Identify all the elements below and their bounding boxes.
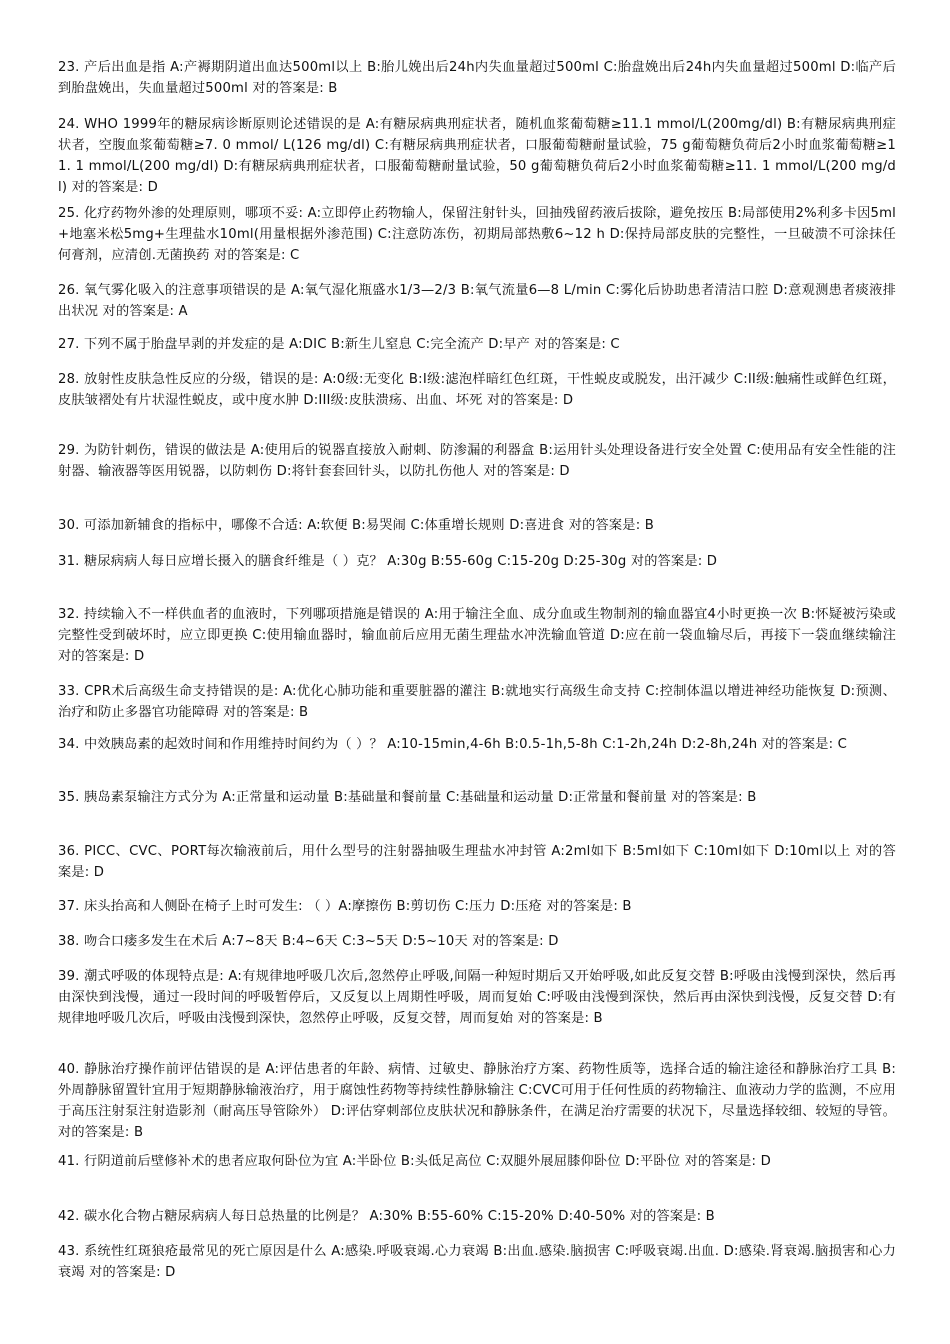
question-33: 33. CPR术后高级生命支持错误的是: A:优化心肺功能和重要脏器的灌注 B:就地实行高级生命支持 C:控制体温以增进神经功能恢复 D:预测、治疗和防止多器官功能障碍 对的答案是: B xyxy=(58,684,896,720)
question-39: 39. 潮式呼吸的体现特点是: A:有规律地呼吸几次后,忽然停止呼吸,间隔一种短时期后又开始呼吸,如此反复交替 B:呼吸由浅慢到深快，然后再由深快到浅慢，通过一段时间的呼吸暂停后，又反复以上周期性呼吸，周而复始 C:呼吸由浅慢到深快，然后再由深快到浅慢，反复交替 D:有规律地呼吸几次后，呼吸由浅慢到深快，忽然停止呼吸，反复交替，周而复始 对的答案是: B xyxy=(58,969,896,1026)
question-25: 25. 化疗药物外渗的处理原则，哪项不妥: A:立即停止药物输人，保留注射针头，回抽残留药液后拔除，避免按压 B:局部使用2%利多卡因5ml+地塞米松5mg+生理盐水10ml(用量根据外渗范围) C:注意防冻伤，初期局部热敷6~12 h D:保持局部皮肤的完整性，一旦破溃不可涂抹任何膏剂，应清创.无菌换药 对的答案是: C xyxy=(58,206,896,263)
question-27: 27. 下列不属于胎盘早剥的并发症的是 A:DIC B:新生儿窒息 C:完全流产 D:早产 对的答案是: C xyxy=(58,337,620,352)
question-43: 43. 系统性红斑狼疮最常见的死亡原因是什么 A:感染.呼吸衰竭.心力衰竭 B:出血.感染.脑损害 C:呼吸衰竭.出血. D:感染.肾衰竭.脑损害和心力衰竭 对的答案是: D xyxy=(58,1244,896,1280)
question-31: 31. 糖尿病病人每日应增长摄入的膳食纤维是（ ）克？ A:30g B:55-60g C:15-20g D:25-30g 对的答案是: D xyxy=(58,554,718,569)
question-41: 41. 行阴道前后壁修补术的患者应取何卧位为宜 A:半卧位 B:头低足高位 C:双腿外展屈膝仰卧位 D:平卧位 对的答案是: D xyxy=(58,1154,771,1169)
question-37: 37. 床头抬高和人侧卧在椅子上时可发生: （ ）A:摩擦伤 B:剪切伤 C:压力 D:压疮 对的答案是: B xyxy=(58,899,632,914)
question-35: 35. 胰岛素泵输注方式分为 A:正常量和运动量 B:基础量和餐前量 C:基础量和运动量 D:正常量和餐前量 对的答案是: B xyxy=(58,790,757,805)
question-29: 29. 为防针刺伤，错误的做法是 A:使用后的锐器直接放入耐刺、防渗漏的利器盒 B:运用针头处理设备进行安全处置 C:使用品有安全性能的注射器、输液器等医用锐器，以防刺伤 D:将针套套回针头，以防扎伤他人 对的答案是: D xyxy=(58,443,896,479)
question-24: 24. WHO 1999年的糖尿病诊断原则论述错误的是 A:有糖尿病典刑症状者，随机血浆葡萄糖≥11.1 mmol/L(200mg/dl) B:有糖尿病典刑症状者，空腹血浆葡萄糖≥7. 0 mmol/ L(126 mg/dl) C:有糖尿病典刑症状者，口服葡萄糖耐量试验，75 g葡萄糖负荷后2小时血浆葡萄糖≥11. 1 mmol/L(200 mg/dl) D:有糖尿病典刑症状者，口服葡萄糖耐量试验，50 g葡萄糖负荷后2小时血浆葡萄糖≥11. 1 mmol/L(200 mg/dl) 对的答案是: D xyxy=(58,117,896,195)
question-38: 38. 吻合口瘘多发生在术后 A:7~8天 B:4~6天 C:3~5天 D:5~10天 对的答案是: D xyxy=(58,934,559,949)
question-34: 34. 中效胰岛素的起效时间和作用维持时间约为（ ）？ A:10-15min,4-6h B:0.5-1h,5-8h C:1-2h,24h D:2-8h,24h 对的答案是: C xyxy=(58,737,848,752)
question-28: 28. 放射性皮肤急性反应的分级，错误的是: A:0级:无变化 B:Ⅰ级:滤泡样暗红色红斑，干性蜕皮或脱发，出汗减少 C:II级:触痛性或鲜色红斑，皮肤皱褶处有片状湿性蜕皮，或中度水肿 D:III级:皮肤溃疡、出血、坏死 对的答案是: D xyxy=(58,372,896,408)
question-42: 42. 碳水化合物占糖尿病病人每日总热量的比例是？ A:30% B:55-60% C:15-20% D:40-50% 对的答案是: B xyxy=(58,1209,715,1224)
question-30: 30. 可添加新辅食的指标中，哪像不合适: A:软便 B:易哭闹 C:体重增长规则 D:喜进食 对的答案是: B xyxy=(58,518,654,533)
question-26: 26. 氧气雾化吸入的注意事项错误的是 A:氧气湿化瓶盛水1/3—2/3 B:氧气流量6—8 L/min C:雾化后协助患者清洁口腔 D:意观测患者痰液排出状况 对的答案是: A xyxy=(58,283,896,319)
question-36: 36. PICC、CVC、PORT每次输液前后，用什么型号的注射器抽吸生理盐水冲封管 A:2ml如下 B:5ml如下 C:10ml如下 D:10ml以上 对的答案是: D xyxy=(58,844,896,880)
question-40: 40. 静脉治疗操作前评估错误的是 A:评估患者的年龄、病情、过敏史、静脉治疗方案、药物性质等，选择合适的输注途径和静脉治疗工具 B:外周静脉留置针宜用于短期静脉输液治疗，用于腐蚀性药物等持续性静脉输注 C:CVC可用于任何性质的药物输注、血液动力学的监测，不应用于高压注射泵注射造影剂（耐高压导管除外） D:评估穿刺部位皮肤状况和静脉条件，在满足治疗需要的状况下，尽量选择较细、较短的导管。 对的答案是: B xyxy=(58,1062,896,1140)
question-32: 32. 持续输入不一样供血者的血液时，下列哪项措施是错误的 A:用于输注全血、成分血或生物制剂的输血器宜4小时更换一次 B:怀疑被污染或完整性受到破坏时，应立即更换 C:使用输血器时，输血前后应用无菌生理盐水冲洗输血管道 D:应在前一袋血输尽后，再接下一袋血继续输注 对的答案是: D xyxy=(58,607,896,664)
question-23: 23. 产后出血是指 A:产褥期阴道出血达500ml以上 B:胎儿娩出后24h内失血量超过500ml C:胎盘娩出后24h内失血量超过500ml D:临产后到胎盘娩出，失血量超过500ml 对的答案是: B xyxy=(58,60,896,96)
